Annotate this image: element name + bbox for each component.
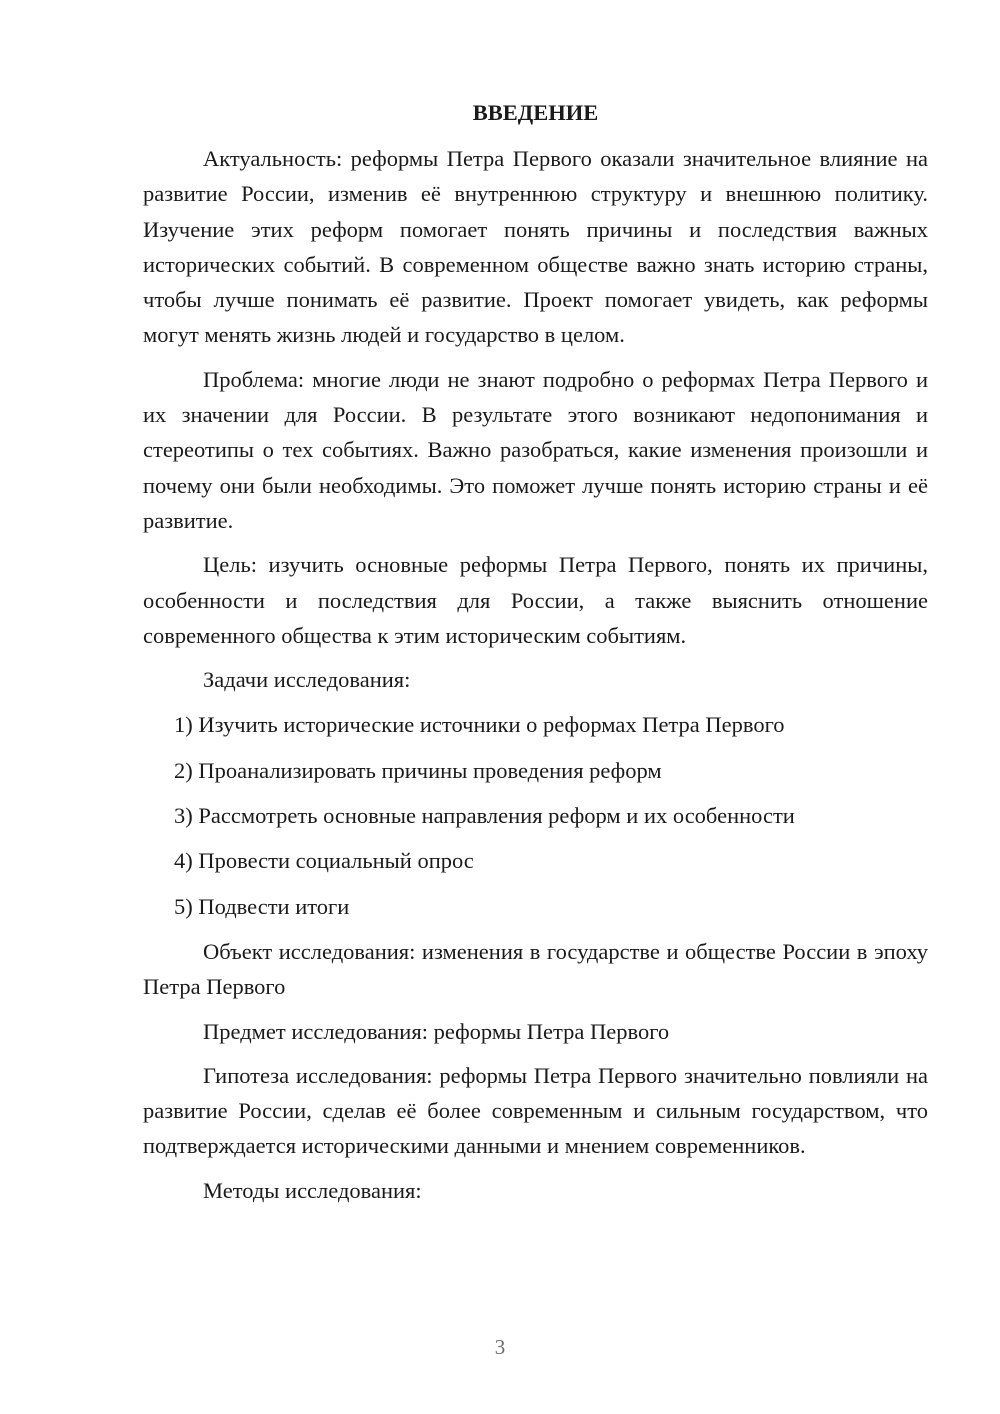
paragraph-hypothesis: Гипотеза исследования: реформы Петра Первого значительно повлияли на развитие России, сделав её более современным и сильным государством, что подтверждается историческими данными и мнением современников. (143, 1062, 928, 1159)
paragraph-object: Объект исследования: изменения в государстве и обществе России в эпоху Петра Первого (143, 938, 928, 1000)
list-item: 1) Изучить исторические источники о реформах Петра Первого (174, 712, 785, 738)
list-item: 4) Провести социальный опрос (174, 848, 474, 874)
list-item: 3) Рассмотреть основные направления реформ и их особенности (174, 803, 795, 829)
tasks-list (143, 707, 928, 923)
tasks-title: Задачи исследования: (203, 667, 411, 693)
list-item: 5) Подвести итоги (174, 893, 350, 919)
paragraph-problem: Проблема: многие люди не знают подробно о реформах Петра Первого и их значении для России. В результате этого возникают недопонимания и стереотипы о тех событиях. Важно разобраться, какие изменения произошли и почему они были необходимы. Это поможет лучше понять историю страны и её развитие. (143, 366, 928, 533)
section-heading: ВВЕДЕНИЕ (472, 100, 599, 125)
methods-title: Методы исследования: (203, 1177, 422, 1203)
document-page (143, 95, 928, 1217)
page-number: 3 (494, 1335, 506, 1359)
paragraph-subject: Предмет исследования: реформы Петра Первого (203, 1018, 670, 1044)
paragraph-relevance: Актуальность: реформы Петра Первого оказали значительное влияние на развитие России, изменив её внутреннюю структуру и внешнюю политику. Изучение этих реформ помогает понять причины и последствия важных исторических событий. В современном обществе важно знать историю страны, чтобы лучше понимать её развитие. Проект помогает увидеть, как реформы могут менять жизнь людей и государство в целом. (143, 146, 928, 348)
paragraph-goal: Цель: изучить основные реформы Петра Первого, понять их причины, особенности и последствия для России, а также выяснить отношение современного общества к этим историческим событиям. (143, 552, 928, 648)
list-item: 2) Проанализировать причины проведения реформ (174, 757, 662, 783)
